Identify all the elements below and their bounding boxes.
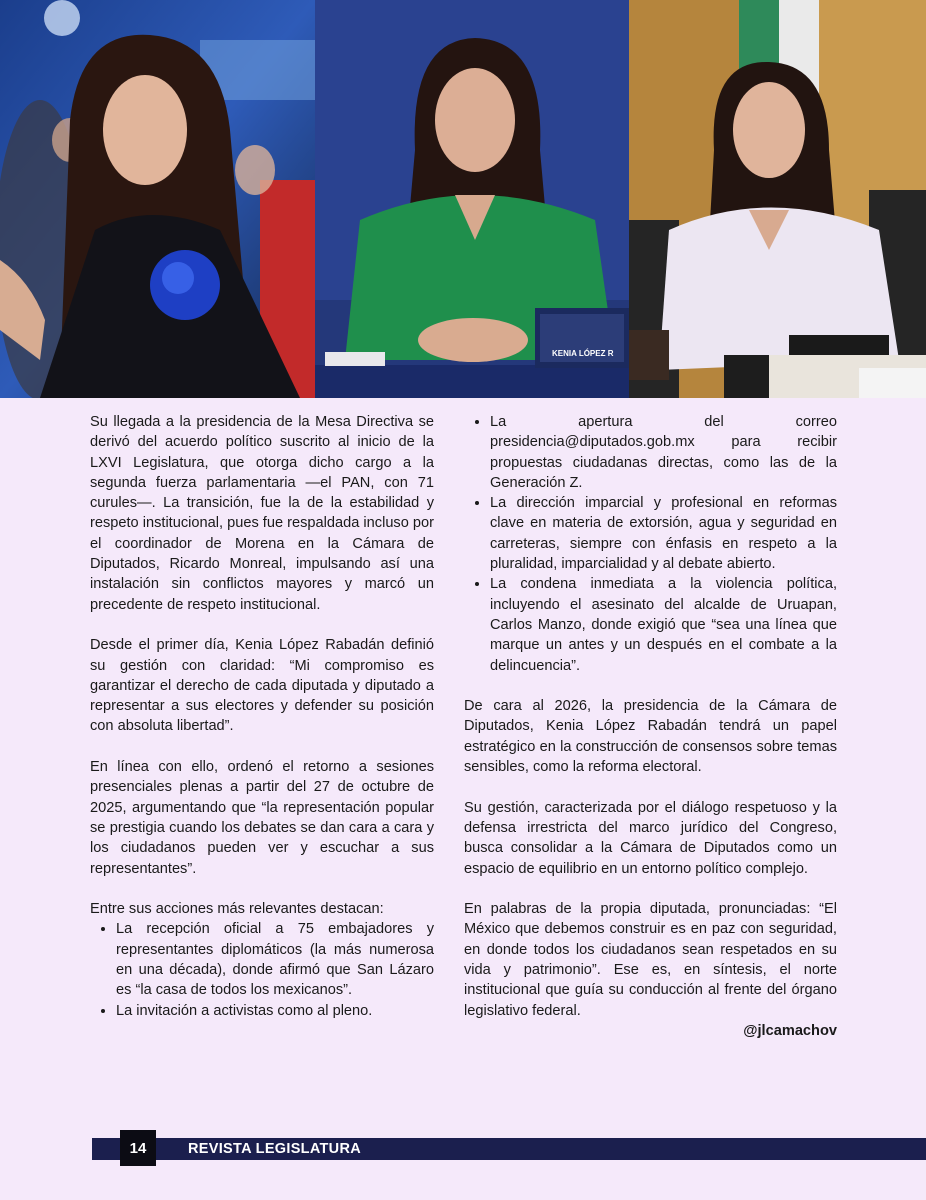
paragraph-gestion: Su gestión, caracterizada por el diálogo respetuoso y la defensa irrestricta del marco jurídico del Congreso, busca consolidar a la Cámara de Diputados como un espacio de equilibrio en un entorno político complejo. — [464, 799, 837, 877]
page-number: 14 — [120, 1130, 156, 1166]
photo-left — [0, 0, 315, 398]
right-column — [464, 412, 837, 1041]
actions-list-right — [464, 412, 837, 676]
actions-list-left — [90, 919, 434, 1020]
magazine-title: REVISTA LEGISLATURA — [188, 1141, 361, 1157]
paragraph-first-day: Desde el primer día, Kenia López Rabadán definió su gestión con claridad: “Mi compromiso es garantizar el derecho de cada diputada y diputado a representar a sus electores y defender su posición con absoluta libertad”. — [90, 637, 434, 735]
photo-center-image — [315, 0, 629, 398]
list-item: • La condena inmediata a la violencia política, incluyendo el asesinato del alcalde de Uruapan, Carlos Manzo, donde exigió que “sea una línea que marque un antes y un después en el combate a la delincuencia”. — [490, 574, 837, 675]
photo-strip — [0, 0, 926, 398]
paragraph-quote: En palabras de la propia diputada, pronunciadas: “El México que debemos construir es en paz con seguridad, en donde todos los ciudadanos sean respetados en su vida y patrimonio”. Ese es, en síntesis, el norte institucional que guía su conducción al frente del órgano legislativo federal. — [464, 901, 837, 1019]
paragraph-sessions: En línea con ello, ordenó el retorno a sesiones presenciales plenas a partir del 27 de octubre de 2025, argumentando que “la representación popular se prestigia cuando los debates se dan cara a cara y los ciudadanos pueden ver y escuchar a sus representantes”. — [90, 759, 434, 877]
list-item: • La invitación a activistas como al pleno. — [116, 1001, 434, 1021]
nameplate-text: KENIA LÓPEZ R — [552, 349, 614, 358]
list-item: • La recepción oficial a 75 embajadores y representantes diplomáticos (la más numerosa en una década), donde afirmó que San Lázaro es “la casa de todos los mexicanos”. — [116, 919, 434, 1000]
list-item: • La dirección imparcial y profesional en reformas clave en materia de extorsión, agua y seguridad en carreteras, siempre con énfasis en respeto a la pluralidad, imparcialidad y al debate abierto. — [490, 493, 837, 574]
author-handle: @jlcamachov — [743, 1022, 837, 1039]
photo-left-image — [0, 0, 315, 398]
photo-right-image — [629, 0, 926, 398]
list-item: • La apertura del correo presidencia@diputados.gob.mx para recibir propuestas ciudadanas directas, como las de la Generación Z. — [490, 412, 837, 493]
paragraph-2026: De cara al 2026, la presidencia de la Cámara de Diputados, Kenia López Rabadán tendrá un papel estratégico en la construcción de consensos sobre temas sensibles, como la reforma electoral. — [464, 698, 837, 776]
photo-right — [629, 0, 926, 398]
left-column — [90, 412, 434, 1021]
paragraph-intro: Su llegada a la presidencia de la Mesa Directiva se derivó del acuerdo político suscrito al inicio de la LXVI Legislatura, que otorga dicho cargo a la segunda fuerza parlamentaria —el PAN, con 71 curules—. La transición, fue la de la estabilidad y respeto institucional, pues fue respaldada incluso por el coordinador de Morena en la Cámara de Diputados, Ricardo Monreal, impulsando así una instalación sin conflictos mayores y marcó un precedente de respeto institucional. — [90, 414, 434, 613]
actions-intro: Entre sus acciones más relevantes destacan: — [90, 901, 384, 918]
photo-center — [315, 0, 629, 398]
